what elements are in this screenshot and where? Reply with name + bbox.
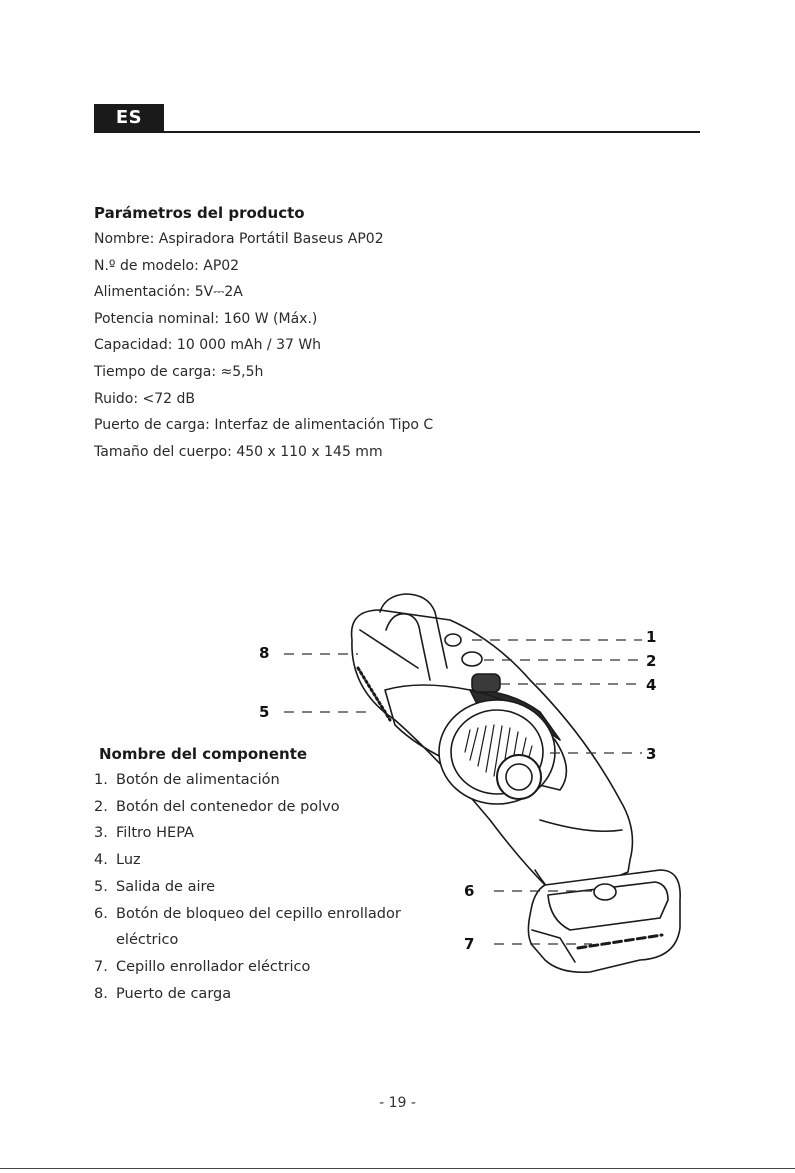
list-item-label: Salida de aire <box>116 878 216 895</box>
param-name: Nombre: Aspiradora Portátil Baseus AP02 <box>94 231 384 247</box>
list-item <box>94 901 401 928</box>
list-item-number: 4. <box>94 852 108 869</box>
list-item-number: 8. <box>94 985 108 1002</box>
list-item <box>94 767 401 794</box>
list-item-label: Puerto de carga <box>116 985 232 1002</box>
callout-8: 8 <box>259 644 270 662</box>
list-item <box>94 874 401 901</box>
list-item <box>94 954 401 981</box>
bottom-rule <box>0 1168 795 1169</box>
callout-7: 7 <box>464 935 475 953</box>
list-item-number: 3. <box>94 825 108 842</box>
list-item-label: eléctrico <box>116 932 179 949</box>
list-item-number: 1. <box>94 772 108 788</box>
list-item-label: Cepillo enrollador eléctrico <box>116 958 311 975</box>
callout-5: 5 <box>259 703 270 721</box>
list-item-label: Botón de alimentación <box>116 772 280 788</box>
list-item-number: 2. <box>94 798 108 815</box>
components-title: Nombre del componente <box>99 745 308 763</box>
list-item <box>94 847 401 874</box>
list-item-number: 5. <box>94 878 108 895</box>
callout-3: 3 <box>646 745 657 763</box>
callout-6: 6 <box>464 882 475 900</box>
list-item-number: 7. <box>94 958 108 975</box>
param-noise: Ruido: <72 dB <box>94 390 195 407</box>
param-charge-port: Puerto de carga: Interfaz de alimentación Tipo C <box>94 417 434 434</box>
component-list-section <box>94 741 401 1007</box>
list-item-label: Botón de bloqueo del cepillo enrollador <box>116 905 401 922</box>
callout-1: 1 <box>646 628 657 646</box>
language-tab: ES <box>94 104 164 132</box>
list-item <box>94 820 401 847</box>
page-number: - 19 - <box>379 1095 416 1111</box>
param-rated-power: Potencia nominal: 160 W (Máx.) <box>94 310 318 327</box>
callout-4: 4 <box>646 676 657 694</box>
param-charge-time: Tiempo de carga: ≈5,5h <box>94 363 264 380</box>
list-item <box>94 981 401 1008</box>
param-model: N.º de modelo: AP02 <box>94 257 240 274</box>
list-item-label: Luz <box>116 852 141 869</box>
callout-2: 2 <box>646 652 657 670</box>
parameters-title: Parámetros del producto <box>94 204 305 222</box>
param-capacity: Capacidad: 10 000 mAh / 37 Wh <box>94 337 322 354</box>
list-item-continuation <box>94 927 401 954</box>
list-item-label: Botón del contenedor de polvo <box>116 798 340 815</box>
list-item-label: Filtro HEPA <box>116 825 194 842</box>
param-power-supply: Alimentación: 5V⎓2A <box>94 284 243 301</box>
list-item-number <box>94 927 116 954</box>
param-body-size: Tamaño del cuerpo: 450 x 110 x 145 mm <box>94 443 383 460</box>
list-item <box>94 794 401 821</box>
list-item-number: 6. <box>94 905 108 922</box>
